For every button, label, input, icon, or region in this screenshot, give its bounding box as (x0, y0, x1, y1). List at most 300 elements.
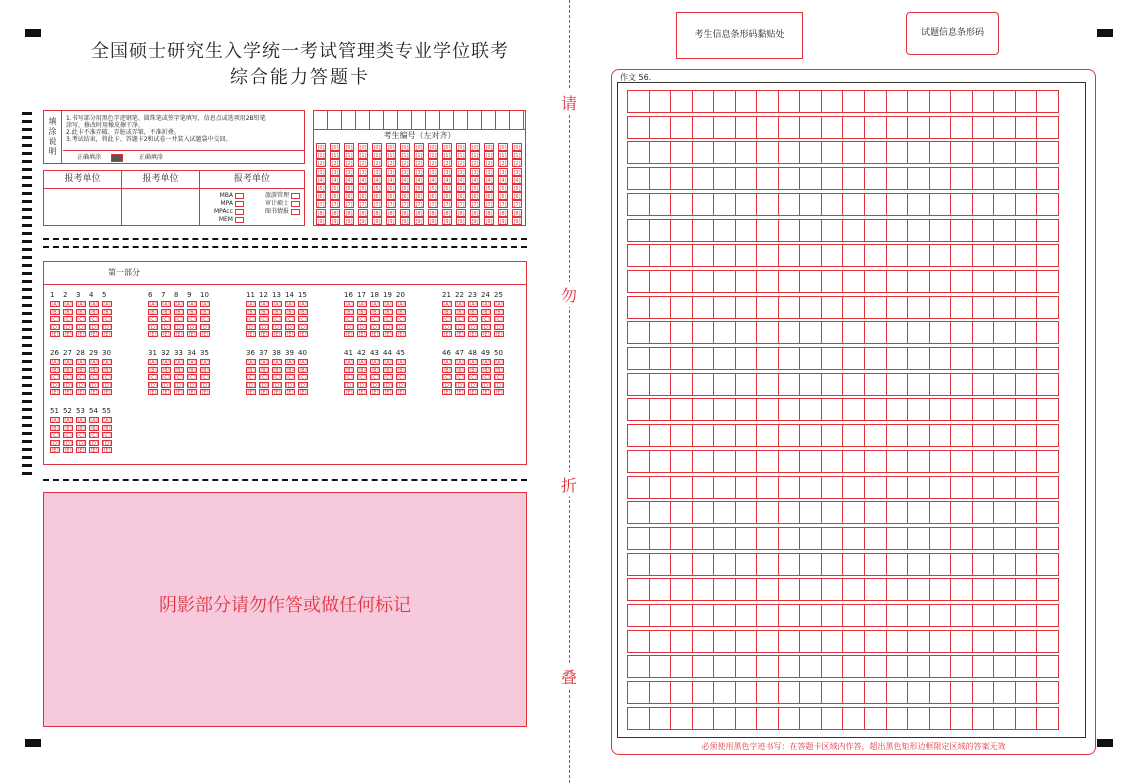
answer-bubble[interactable]: [B] (273, 367, 281, 374)
essay-grid-cell[interactable] (886, 527, 909, 550)
essay-grid-cell[interactable] (886, 244, 909, 267)
essay-grid-cell[interactable] (821, 270, 844, 293)
answer-bubble[interactable]: [B] (358, 367, 366, 374)
essay-grid-cell[interactable] (993, 373, 1016, 396)
answer-bubble[interactable]: [C] (64, 433, 72, 439)
exam-id-digit-bubble[interactable]: [5] (429, 186, 437, 192)
answer-bubble[interactable]: [A] (201, 302, 209, 308)
answer-bubble[interactable]: [A] (397, 360, 405, 366)
answer-bubble[interactable]: [C] (188, 375, 196, 381)
essay-grid-cell[interactable] (950, 167, 973, 190)
answer-bubble[interactable]: [C] (273, 375, 281, 381)
essay-grid-cell[interactable] (1036, 347, 1059, 370)
essay-grid-cell[interactable] (842, 630, 865, 653)
essay-grid-cell[interactable] (713, 527, 736, 550)
essay-grid-cell[interactable] (627, 604, 650, 627)
essay-grid-cell[interactable] (907, 219, 930, 242)
answer-bubble[interactable]: [D] (51, 324, 59, 331)
essay-grid-cell[interactable] (950, 141, 973, 164)
essay-grid-cell[interactable] (842, 604, 865, 627)
essay-grid-cell[interactable] (756, 424, 779, 447)
exam-id-digit-bubble[interactable]: [2] (485, 161, 493, 168)
essay-grid-cell[interactable] (627, 527, 650, 550)
essay-grid-cell[interactable] (842, 681, 865, 704)
essay-grid-cell[interactable] (756, 553, 779, 576)
essay-grid-cell[interactable] (864, 270, 887, 293)
answer-bubble[interactable]: [B] (64, 425, 72, 432)
answer-bubble[interactable]: [E] (456, 390, 464, 396)
answer-bubble[interactable]: [C] (345, 375, 353, 381)
essay-grid-cell[interactable] (799, 578, 822, 601)
essay-grid-cell[interactable] (929, 321, 952, 344)
answer-bubble[interactable]: [C] (51, 433, 59, 439)
answer-bubble[interactable]: [A] (371, 360, 379, 366)
answer-bubble[interactable]: [C] (175, 375, 183, 381)
essay-grid-cell[interactable] (713, 347, 736, 370)
essay-grid-cell[interactable] (778, 604, 801, 627)
essay-grid-cell[interactable] (864, 476, 887, 499)
essay-grid-cell[interactable] (713, 321, 736, 344)
essay-grid-cell[interactable] (864, 296, 887, 319)
answer-bubble[interactable]: [D] (371, 382, 379, 389)
answer-bubble[interactable]: [A] (286, 302, 294, 308)
essay-grid-cell[interactable] (756, 373, 779, 396)
essay-grid-cell[interactable] (929, 553, 952, 576)
essay-grid-cell[interactable] (886, 501, 909, 524)
essay-grid-cell[interactable] (756, 219, 779, 242)
essay-grid-cell[interactable] (649, 167, 672, 190)
essay-grid-cell[interactable] (735, 167, 758, 190)
essay-grid-cell[interactable] (1015, 347, 1038, 370)
essay-grid-cell[interactable] (1015, 553, 1038, 576)
exam-id-digit-bubble[interactable]: [9] (429, 218, 437, 225)
answer-bubble[interactable]: [E] (495, 332, 503, 338)
answer-bubble[interactable]: [D] (175, 324, 183, 331)
essay-grid-cell[interactable] (1036, 141, 1059, 164)
answer-bubble[interactable]: [E] (286, 390, 294, 396)
essay-grid-cell[interactable] (907, 116, 930, 139)
essay-grid-cell[interactable] (735, 424, 758, 447)
answer-bubble[interactable]: [A] (162, 360, 170, 366)
essay-grid-cell[interactable] (713, 630, 736, 653)
program-mem[interactable]: MEM (204, 216, 244, 224)
exam-id-write-cell[interactable] (510, 111, 524, 129)
essay-grid-cell[interactable] (842, 398, 865, 421)
answer-bubble[interactable]: [E] (103, 390, 111, 396)
answer-bubble[interactable]: [E] (299, 332, 307, 338)
answer-bubble[interactable]: [A] (299, 302, 307, 308)
answer-bubble[interactable]: [D] (77, 324, 85, 331)
answer-bubble[interactable]: [C] (260, 317, 268, 323)
essay-grid-cell[interactable] (799, 707, 822, 730)
essay-grid-cell[interactable] (1036, 219, 1059, 242)
answer-bubble[interactable]: [C] (397, 375, 405, 381)
answer-bubble[interactable]: [A] (358, 302, 366, 308)
exam-id-digit-bubble[interactable]: [1] (401, 153, 409, 160)
answer-bubble[interactable]: [E] (175, 332, 183, 338)
answer-bubble[interactable]: [E] (201, 332, 209, 338)
exam-id-digit-bubble[interactable]: [4] (457, 177, 465, 184)
answer-bubble[interactable]: [D] (358, 382, 366, 389)
essay-grid-cell[interactable] (778, 398, 801, 421)
essay-grid-cell[interactable] (950, 553, 973, 576)
essay-grid-cell[interactable] (886, 347, 909, 370)
essay-grid-cell[interactable] (692, 707, 715, 730)
answer-bubble[interactable]: [A] (188, 302, 196, 308)
essay-grid-cell[interactable] (692, 398, 715, 421)
answer-bubble[interactable]: [B] (188, 309, 196, 316)
essay-grid-cell[interactable] (649, 244, 672, 267)
answer-bubble[interactable]: [E] (384, 332, 392, 338)
essay-grid-cell[interactable] (1015, 681, 1038, 704)
answer-bubble[interactable]: [E] (103, 332, 111, 338)
essay-grid-cell[interactable] (993, 167, 1016, 190)
essay-grid-cell[interactable] (821, 578, 844, 601)
answer-bubble[interactable]: [E] (90, 332, 98, 338)
essay-grid-cell[interactable] (886, 604, 909, 627)
essay-grid-cell[interactable] (993, 604, 1016, 627)
essay-grid-cell[interactable] (1015, 193, 1038, 216)
essay-grid-cell[interactable] (1015, 244, 1038, 267)
essay-grid-cell[interactable] (692, 219, 715, 242)
essay-grid-cell[interactable] (864, 707, 887, 730)
answer-bubble[interactable]: [C] (77, 317, 85, 323)
exam-id-write-cell[interactable] (426, 111, 440, 129)
essay-grid-cell[interactable] (929, 655, 952, 678)
answer-bubble[interactable]: [B] (299, 309, 307, 316)
answer-bubble[interactable]: [B] (188, 367, 196, 374)
exam-id-digit-bubble[interactable]: [8] (443, 210, 451, 217)
essay-grid-cell[interactable] (799, 681, 822, 704)
essay-grid-cell[interactable] (670, 296, 693, 319)
exam-id-write-cell[interactable] (356, 111, 370, 129)
answer-bubble[interactable]: [C] (77, 433, 85, 439)
exam-id-digit-bubble[interactable]: [4] (429, 177, 437, 184)
answer-bubble[interactable]: [D] (201, 324, 209, 331)
answer-bubble[interactable]: [A] (286, 360, 294, 366)
essay-grid-cell[interactable] (864, 141, 887, 164)
exam-id-digit-bubble[interactable]: [3] (401, 169, 409, 176)
essay-grid-cell[interactable] (778, 681, 801, 704)
essay-grid-cell[interactable] (950, 193, 973, 216)
essay-grid-cell[interactable] (886, 398, 909, 421)
answer-bubble[interactable]: [A] (162, 302, 170, 308)
exam-id-digit-bubble[interactable]: [8] (345, 210, 353, 217)
essay-grid-cell[interactable] (778, 450, 801, 473)
answer-bubble[interactable]: [E] (90, 390, 98, 396)
exam-id-digit-bubble[interactable]: [2] (345, 161, 353, 168)
exam-id-digit-bubble[interactable]: [5] (499, 186, 507, 192)
essay-grid-cell[interactable] (756, 707, 779, 730)
exam-id-digit-bubble[interactable]: [9] (457, 218, 465, 225)
answer-bubble[interactable]: [A] (77, 418, 85, 424)
essay-grid-cell[interactable] (842, 167, 865, 190)
answer-bubble[interactable]: [B] (77, 425, 85, 432)
essay-grid-cell[interactable] (735, 501, 758, 524)
essay-grid-cell[interactable] (778, 244, 801, 267)
answer-bubble[interactable]: [D] (358, 324, 366, 331)
answer-bubble[interactable]: [A] (482, 360, 490, 366)
essay-grid-cell[interactable] (972, 424, 995, 447)
essay-grid-cell[interactable] (670, 167, 693, 190)
essay-grid-cell[interactable] (972, 450, 995, 473)
essay-grid-cell[interactable] (1015, 398, 1038, 421)
essay-grid-cell[interactable] (886, 553, 909, 576)
exam-barcode-box[interactable] (906, 12, 999, 55)
essay-grid-cell[interactable] (950, 501, 973, 524)
essay-grid-cell[interactable] (950, 219, 973, 242)
answer-bubble[interactable]: [C] (64, 317, 72, 323)
answer-bubble[interactable]: [E] (90, 448, 98, 454)
answer-bubble[interactable]: [A] (260, 302, 268, 308)
exam-id-digit-bubble[interactable]: [7] (317, 202, 325, 209)
essay-grid-cell[interactable] (929, 578, 952, 601)
answer-bubble[interactable]: [A] (51, 360, 59, 366)
essay-grid-cell[interactable] (1036, 90, 1059, 113)
essay-grid-cell[interactable] (735, 398, 758, 421)
essay-grid-cell[interactable] (649, 476, 672, 499)
essay-grid-cell[interactable] (627, 681, 650, 704)
exam-id-digit-bubble[interactable]: [6] (373, 194, 381, 201)
essay-grid-cell[interactable] (627, 116, 650, 139)
answer-bubble[interactable]: [C] (345, 317, 353, 323)
answer-bubble[interactable]: [D] (443, 324, 451, 331)
exam-id-digit-bubble[interactable]: [8] (429, 210, 437, 217)
answer-bubble[interactable]: [C] (371, 375, 379, 381)
answer-bubble[interactable]: [C] (77, 375, 85, 381)
essay-grid-cell[interactable] (886, 630, 909, 653)
answer-bubble[interactable]: [A] (51, 302, 59, 308)
answer-bubble[interactable]: [D] (64, 440, 72, 447)
essay-grid-cell[interactable] (670, 424, 693, 447)
essay-grid-cell[interactable] (950, 373, 973, 396)
exam-id-digit-bubble[interactable]: [9] (471, 218, 479, 225)
exam-id-write-cell[interactable] (398, 111, 412, 129)
answer-bubble[interactable]: [E] (201, 390, 209, 396)
essay-grid-cell[interactable] (993, 141, 1016, 164)
essay-grid-cell[interactable] (670, 90, 693, 113)
essay-grid-cell[interactable] (1015, 450, 1038, 473)
essay-grid-cell[interactable] (907, 578, 930, 601)
answer-bubble[interactable]: [B] (260, 367, 268, 374)
essay-grid-cell[interactable] (907, 244, 930, 267)
essay-grid-cell[interactable] (756, 141, 779, 164)
answer-bubble[interactable]: [A] (103, 418, 111, 424)
essay-grid-cell[interactable] (713, 655, 736, 678)
essay-grid-cell[interactable] (972, 167, 995, 190)
essay-grid-cell[interactable] (756, 476, 779, 499)
answer-bubble[interactable]: [E] (469, 390, 477, 396)
answer-bubble[interactable]: [C] (371, 317, 379, 323)
answer-bubble[interactable]: [E] (345, 390, 353, 396)
essay-grid-cell[interactable] (649, 347, 672, 370)
exam-id-digit-bubble[interactable]: [9] (373, 218, 381, 225)
essay-grid-cell[interactable] (972, 527, 995, 550)
essay-grid-cell[interactable] (778, 476, 801, 499)
essay-grid-cell[interactable] (692, 681, 715, 704)
answer-bubble[interactable]: [C] (51, 317, 59, 323)
answer-bubble[interactable]: [A] (273, 360, 281, 366)
answer-bubble[interactable]: [A] (358, 360, 366, 366)
answer-bubble[interactable]: [D] (397, 382, 405, 389)
essay-grid-cell[interactable] (972, 296, 995, 319)
essay-grid-cell[interactable] (735, 116, 758, 139)
essay-grid-cell[interactable] (735, 244, 758, 267)
essay-grid-cell[interactable] (929, 347, 952, 370)
essay-grid-cell[interactable] (907, 193, 930, 216)
answer-bubble[interactable]: [A] (345, 360, 353, 366)
essay-grid-cell[interactable] (735, 630, 758, 653)
essay-grid-cell[interactable] (778, 373, 801, 396)
answer-bubble[interactable]: [A] (384, 360, 392, 366)
answer-bubble[interactable]: [B] (495, 367, 503, 374)
answer-bubble[interactable]: [C] (162, 317, 170, 323)
essay-grid-cell[interactable] (993, 270, 1016, 293)
essay-grid-cell[interactable] (972, 219, 995, 242)
answer-bubble[interactable]: [B] (469, 309, 477, 316)
essay-grid-cell[interactable] (907, 167, 930, 190)
exam-id-digit-bubble[interactable]: [1] (443, 153, 451, 160)
exam-id-digit-bubble[interactable]: [5] (443, 186, 451, 192)
essay-grid-cell[interactable] (842, 578, 865, 601)
answer-bubble[interactable]: [C] (469, 317, 477, 323)
essay-grid-cell[interactable] (929, 296, 952, 319)
essay-grid-cell[interactable] (1036, 655, 1059, 678)
essay-grid-cell[interactable] (842, 501, 865, 524)
essay-grid-cell[interactable] (1015, 141, 1038, 164)
essay-grid-cell[interactable] (670, 270, 693, 293)
essay-grid-cell[interactable] (778, 116, 801, 139)
essay-grid-cell[interactable] (907, 450, 930, 473)
essay-grid-cell[interactable] (972, 476, 995, 499)
answer-bubble[interactable]: [D] (103, 382, 111, 389)
essay-grid-cell[interactable] (1015, 270, 1038, 293)
essay-grid-cell[interactable] (670, 707, 693, 730)
essay-grid-cell[interactable] (713, 681, 736, 704)
answer-bubble[interactable]: [A] (175, 360, 183, 366)
exam-id-digit-bubble[interactable]: [1] (415, 153, 423, 160)
essay-grid-cell[interactable] (886, 321, 909, 344)
essay-grid-cell[interactable] (713, 90, 736, 113)
exam-id-digit-bubble[interactable]: [9] (415, 218, 423, 225)
essay-grid-cell[interactable] (670, 553, 693, 576)
essay-grid-cell[interactable] (756, 90, 779, 113)
answer-bubble[interactable]: [D] (201, 382, 209, 389)
essay-grid-cell[interactable] (864, 681, 887, 704)
essay-grid-cell[interactable] (929, 501, 952, 524)
answer-bubble[interactable]: [E] (456, 332, 464, 338)
essay-grid-cell[interactable] (907, 270, 930, 293)
essay-grid-cell[interactable] (1036, 681, 1059, 704)
answer-bubble[interactable]: [D] (188, 324, 196, 331)
answer-bubble[interactable]: [B] (299, 367, 307, 374)
essay-grid-cell[interactable] (972, 270, 995, 293)
exam-id-digit-bubble[interactable]: [4] (373, 177, 381, 184)
exam-id-write-cell[interactable] (342, 111, 356, 129)
essay-grid-cell[interactable] (1015, 373, 1038, 396)
essay-grid-cell[interactable] (649, 450, 672, 473)
essay-grid-cell[interactable] (929, 270, 952, 293)
answer-bubble[interactable]: [E] (345, 332, 353, 338)
exam-id-digit-bubble[interactable]: [7] (373, 202, 381, 209)
answer-bubble[interactable]: [B] (175, 309, 183, 316)
answer-bubble[interactable]: [B] (260, 309, 268, 316)
answer-bubble[interactable]: [E] (397, 390, 405, 396)
exam-id-digit-bubble[interactable]: [6] (317, 194, 325, 201)
essay-grid-cell[interactable] (972, 578, 995, 601)
essay-grid-cell[interactable] (864, 630, 887, 653)
essay-grid-cell[interactable] (821, 655, 844, 678)
essay-grid-cell[interactable] (713, 296, 736, 319)
answer-bubble[interactable]: [B] (443, 367, 451, 374)
essay-grid-cell[interactable] (950, 681, 973, 704)
essay-grid-cell[interactable] (692, 116, 715, 139)
essay-grid-cell[interactable] (627, 424, 650, 447)
essay-grid-cell[interactable] (735, 553, 758, 576)
answer-bubble[interactable]: [E] (469, 332, 477, 338)
answer-bubble[interactable]: [D] (469, 324, 477, 331)
essay-grid-cell[interactable] (821, 167, 844, 190)
essay-grid-cell[interactable] (864, 219, 887, 242)
answer-bubble[interactable]: [A] (495, 302, 503, 308)
essay-grid-cell[interactable] (799, 167, 822, 190)
essay-grid-cell[interactable] (907, 347, 930, 370)
exam-id-digit-bubble[interactable]: [9] (499, 218, 507, 225)
essay-grid-cell[interactable] (692, 244, 715, 267)
essay-grid-cell[interactable] (993, 347, 1016, 370)
essay-grid-cell[interactable] (1036, 167, 1059, 190)
essay-grid-cell[interactable] (799, 398, 822, 421)
essay-grid-cell[interactable] (778, 193, 801, 216)
essay-grid-cell[interactable] (670, 373, 693, 396)
essay-grid-cell[interactable] (692, 347, 715, 370)
essay-grid-cell[interactable] (649, 604, 672, 627)
essay-grid-cell[interactable] (670, 116, 693, 139)
essay-grid-cell[interactable] (649, 373, 672, 396)
essay-grid-cell[interactable] (907, 476, 930, 499)
essay-grid-cell[interactable] (670, 501, 693, 524)
essay-grid-cell[interactable] (649, 398, 672, 421)
exam-id-digit-bubble[interactable]: [8] (513, 210, 521, 217)
answer-bubble[interactable]: [B] (51, 425, 59, 432)
essay-grid-cell[interactable] (821, 424, 844, 447)
answer-bubble[interactable]: [C] (260, 375, 268, 381)
answer-bubble[interactable]: [D] (469, 382, 477, 389)
essay-grid-cell[interactable] (842, 321, 865, 344)
essay-grid-cell[interactable] (950, 398, 973, 421)
essay-grid-cell[interactable] (972, 141, 995, 164)
essay-grid-cell[interactable] (756, 655, 779, 678)
essay-grid-cell[interactable] (713, 244, 736, 267)
answer-bubble[interactable]: [B] (456, 367, 464, 374)
essay-grid-cell[interactable] (692, 578, 715, 601)
essay-grid-cell[interactable] (864, 347, 887, 370)
essay-grid-cell[interactable] (842, 90, 865, 113)
answer-bubble[interactable]: [B] (397, 367, 405, 374)
essay-grid-cell[interactable] (842, 116, 865, 139)
essay-grid-cell[interactable] (950, 655, 973, 678)
exam-id-digit-bubble[interactable]: [5] (345, 186, 353, 192)
essay-grid-cell[interactable] (713, 501, 736, 524)
exam-id-digit-bubble[interactable]: [8] (485, 210, 493, 217)
answer-bubble[interactable]: [A] (201, 360, 209, 366)
essay-grid-cell[interactable] (821, 141, 844, 164)
essay-grid-cell[interactable] (778, 501, 801, 524)
essay-grid-cell[interactable] (627, 373, 650, 396)
answer-bubble[interactable]: [E] (482, 390, 490, 396)
essay-grid-cell[interactable] (778, 655, 801, 678)
essay-grid-cell[interactable] (821, 501, 844, 524)
